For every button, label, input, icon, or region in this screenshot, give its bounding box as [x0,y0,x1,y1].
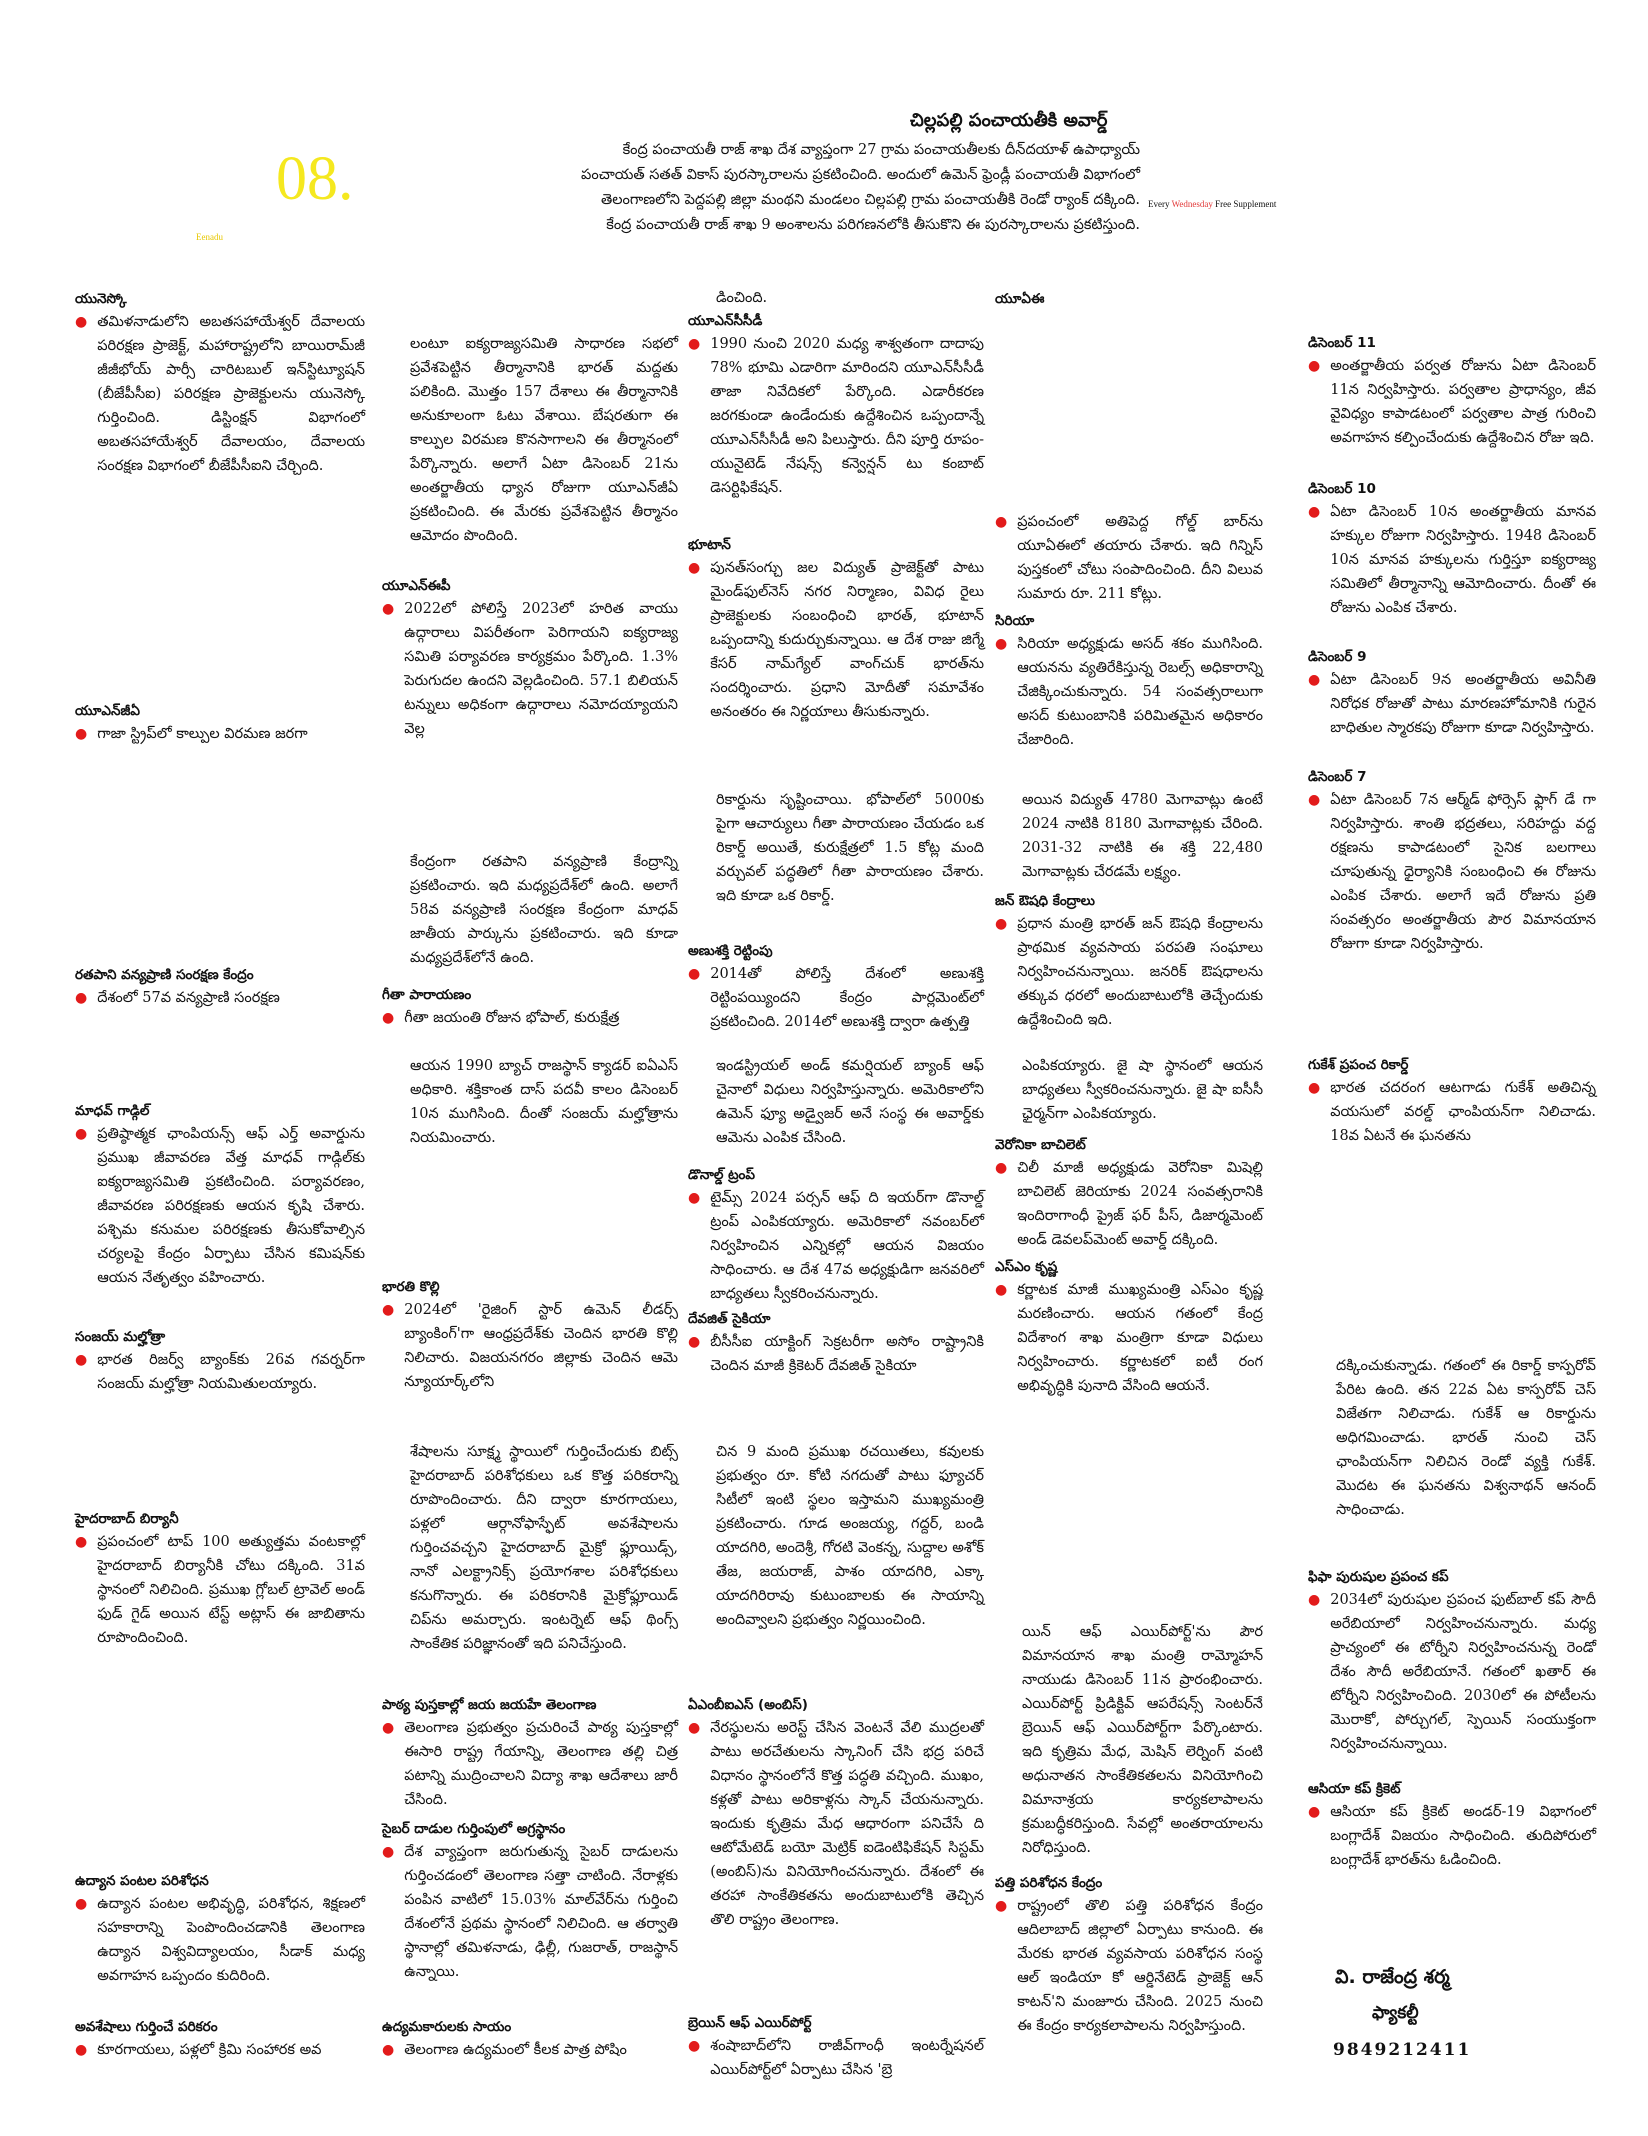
article-block [716,1440,984,1632]
section-heading: వెరోనికా బాచిలెట్ [995,1137,1086,1153]
article-block [688,940,984,1034]
section-heading: ఆసియా కప్ క్రికెట్ [1308,1781,1401,1797]
section-heading: ఎస్ఎం కృష్ణ [995,1259,1058,1275]
continuation-text: లంటూ ఐక్యరాజ్యసమితి సాధారణ సభలో ప్రవేశపెట్టిన తీర్మానానికి భారత్ మద్దతు పలికింది. మొత్తం 157 దేశాలు ఈ తీర్మానానికి అనుకూలంగా ఓటు వేశాయి. బేషరతుగా ఈ కాల్పుల విరమణ కొనసాగాలని ఈ తీర్మానంలో పేర్కొన్నారు. అలాగే ఏటా డిసెంబర్ 21ను అంతర్జాతీయ ధ్యాన రోజుగా యూఎన్‌జీఏ ప్రకటించింది. ఈ మేరకు ప్రవేశపెట్టిన తీర్మానం ఆమోదం పొందింది. [410,336,678,544]
section-heading: యునెస్కో [75,291,127,307]
bullet-icon: ● [75,1896,88,1912]
continuation-text: దక్కించుకున్నాడు. గతంలో ఈ రికార్డ్ కాస్పరోవ్ పేరిట ఉంది. తన 22వ ఏట కాస్పరోవ్ చెస్ విజేతగా నిలిచాడు. గుకేశ్ ఆ రికార్డును అధిగమించాడు. భారత్ నుంచి చెస్ ఛాంపియన్‌గా నిలిచిన రెండో వ్యక్తి గుకేశ్. మొదట ఈ ఘనతను విశ్వనాథన్ ఆనంద్ సాధించాడు. [1336,1358,1596,1518]
section-heading: మాధవ్ గాడ్గిల్ [75,1103,150,1119]
bullet-text: భారత రిజర్వ్ బ్యాంక్‌కు 26వ గవర్నర్‌గా సంజయ్ మల్హోత్రా నియమితులయ్యారు. [97,1352,365,1392]
article-block [1308,1778,1596,1872]
bullet-icon: ● [688,966,701,982]
article-block [995,610,1263,752]
intro-line: పంచాయత్ సతత్ వికాస్ పురస్కారాలను ప్రకటించింది. అందులో ఉమెన్ ఫ్రెండ్లీ పంచాయతీ విభాగంలో [581,167,1140,183]
section-heading: సిరియా [995,613,1035,629]
bullet-item [1308,354,1596,450]
supplement-suffix: Free Supplement [1212,199,1277,209]
article-block [1022,788,1263,884]
page-number: 08. [276,145,354,213]
bullet-item [75,310,365,478]
section-heading: యూఏఈ [995,291,1045,307]
bullet-text: ప్రపంచంలో టాప్ 100 అత్యుత్తమ వంటకాల్లో హైదరాబాద్ బిర్యానీకి చోటు దక్కింది. 31వ స్థానంలో నిలిచింది. ప్రముఖ గ్లోబల్ ట్రావెల్ అండ్ ఫుడ్ గైడ్ అయిన టేస్ట్ అట్లాస్ ఈ జాబితాను రూపొందించింది. [97,1534,365,1646]
bullet-icon: ● [688,560,701,576]
section-heading: ఉద్యాన పంటల పరిశోధన [75,1873,209,1889]
bullet-icon: ● [1308,672,1321,688]
continuation-text: డించింది. [716,290,768,306]
section-heading: జన్ ఔషధి కేంద్రాలు [995,893,1095,909]
section-heading: భూటాన్ [688,537,731,553]
article-block [688,310,984,500]
bullet-item [1308,1076,1596,1148]
article-block [1308,1054,1596,1148]
author-name: వి. రాజేంద్ర శర్మ [1335,1966,1450,1988]
article-block [688,534,984,724]
bullet-text: టైమ్స్ 2024 పర్సన్ ఆఫ్ ది ఇయర్‌గా డొనాల్డ్ ట్రంప్ ఎంపికయ్యారు. అమెరికాలో నవంబర్‌లో నిర్వహించిన ఎన్నికల్లో ఆయన విజయం సాధించారు. ఆ దేశ 47వ అధ్యక్షుడిగా జనవరిలో బాధ్యతలు స్వీకరించనున్నారు. [710,1190,984,1302]
section-heading: యూఎన్ఈపీ [382,578,451,594]
bullet-item [1308,1800,1596,1872]
section-heading: బ్రెయిన్ ఆఫ్ ఎయిర్‌పోర్ట్ [688,2015,812,2031]
bullet-item [75,1530,365,1650]
section-heading: డిసెంబర్ 11 [1308,335,1376,351]
bullet-icon: ● [1308,358,1321,374]
bullet-icon: ● [75,990,88,1006]
bullet-item [382,597,678,741]
bullet-icon: ● [688,336,701,352]
article-block [1336,1354,1596,1522]
bullet-icon: ● [382,2042,395,2058]
article-block [1022,1054,1263,1126]
section-heading: గీతా పారాయణం [382,987,472,1003]
article-block [1308,766,1596,956]
continuation-text: చిన 9 మంది ప్రముఖ రచయితలు, కవులకు ప్రభుత్వం రూ. కోటి నగదుతో పాటు ఫ్యూచర్ సిటీలో ఇంటి స్థలం ఇస్తామని ముఖ్యమంత్రి ప్రకటించారు. గూడ అంజయ్య, గద్దర్, బండి యాదగిరి, అందెశ్రీ, గోరటి వెంకన్న, సుద్దాల అశోక్ తేజ, జయరాజ్, పాశం యాదగిరి, ఎక్కా యాదగిరిరావు కుటుంబాలకు ఈ సాయాన్ని అందివ్వాలని ప్రభుత్వం నిర్ణయించింది. [716,1444,984,1628]
bullet-icon: ● [1308,1080,1321,1096]
section-heading: డిసెంబర్ 7 [1308,769,1367,785]
bullet-item [688,1716,984,1932]
section-heading: డిసెంబర్ 10 [1308,481,1376,497]
article-block [1022,1620,1263,1860]
article-block [716,286,984,310]
bullet-icon: ● [1308,792,1321,808]
bullet-icon: ● [688,1720,701,1736]
article-block [75,1870,365,1988]
article-block [410,1440,678,1656]
bullet-item [382,1840,678,1984]
article-block [410,1054,678,1150]
page-tag: Eenadu [196,232,223,242]
bullet-text: ప్రతిష్ఠాత్మక ఛాంపియన్స్ ఆఫ్ ఎర్త్ అవార్డును ప్రముఖ జీవావరణ వేత్త మాధవ్ గాడ్గిల్‌కు ఐక్యరాజ్యసమితి ప్రకటించింది. పర్యావరణం, జీవావరణ పరిరక్షణకు ఆయన కృషి చేశారు. పశ్చిమ కనుమల పరిరక్షణకు తీసుకోవాల్సిన చర్యలపై కేంద్రం ఏర్పాటు చేసిన కమిషన్‌కు ఆయన నేతృత్వం వహించారు. [97,1126,365,1286]
bullet-text: ఏటా డిసెంబర్ 9న అంతర్జాతీయ అవినీతి నిరోధక రోజుతో పాటు మారణహోమానికి గురైన బాధితుల స్మారకపు రోజుగా కూడా నిర్వహిస్తారు. [1330,672,1596,736]
continuation-text: ఇండస్ట్రియల్ అండ్ కమర్షియల్ బ్యాంక్ ఆఫ్ చైనాలో విధులు నిర్వహిస్తున్నారు. అమెరికాలోని ఉమెన్ ఫ్యూ అడ్వైజర్ అనే సంస్థ ఈ అవార్డ్‌కు ఆమెను ఎంపిక చేసింది. [716,1058,984,1146]
article-block [688,1164,984,1306]
intro-line: కేంద్ర పంచాయతీ రాజ్ శాఖ దేశ వ్యాప్తంగా 27 గ్రామ పంచాయతీలకు దీన్‌దయాళ్ ఉపాధ్యాయ్ [622,142,1140,158]
bullet-text: శంషాబాద్‌లోని రాజీవ్‌గాంధీ ఇంటర్నేషనల్ ఎయిర్‌పోర్ట్‌లో ఏర్పాటు చేసిన 'బ్రె [710,2038,984,2078]
bullet-text: తెలంగాణ ఉద్యమంలో కీలక పాత్ర పోషిం [404,2042,627,2058]
bullet-item [75,2038,365,2062]
bullet-item [688,1330,984,1378]
bullet-text: అంతర్జాతీయ పర్వత రోజును ఏటా డిసెంబర్ 11న నిర్వహిస్తారు. పర్వతాల ప్రాధాన్యం, జీవ వైవిధ్యం కాపాడటంలో పర్వతాల పాత్ర గురించి అవగాహన కల్పించేందుకు ఉద్దేశించిన రోజు ఇది. [1330,358,1596,446]
article-block [410,850,678,970]
bullet-icon: ● [75,1352,88,1368]
bullet-icon: ● [75,1126,88,1142]
author-phone: 9849212411 [1333,2040,1472,2060]
article-block [995,1134,1263,1252]
article-block [410,332,678,548]
bullet-text: దేశ వ్యాప్తంగా జరుగుతున్న సైబర్ దాడులను గుర్తించడంలో తెలంగాణ సత్తా చాటింది. నేరాళ్లకు పంపిన వాటిలో 15.03% మాల్‌వేర్‌ను గుర్తించి దేశంలోనే ప్రథమ స్థానంలో నిలిచింది. ఆ తర్వాతి స్థానాల్లో తమిళనాడు, ఢిల్లీ, గుజరాత్, రాజస్థాన్ ఉన్నాయి. [404,1844,678,1980]
bullet-item [688,1186,984,1306]
bullet-item [995,632,1263,752]
bullet-text: భారత చదరంగ ఆటగాడు గుకేశ్ అతిచిన్న వయసులో వరల్డ్ ఛాంపియన్‌గా నిలిచాడు. 18వ ఏటనే ఈ ఘనతను [1330,1080,1596,1144]
bullet-icon: ● [382,1302,395,1318]
supplement-prefix: Every [1148,199,1172,209]
article-block [1308,646,1596,740]
continuation-text: అయిన విద్యుత్ 4780 మెగావాట్లు ఉంటే 2024 నాటికి 8180 మెగావాట్లకు చేరింది. 2031-32 నాటికి ఈ శక్తి 22,480 మెగావాట్లకు చేరడమే లక్ష్యం. [1022,792,1263,880]
article-block [75,964,365,1010]
bullet-icon: ● [995,1160,1008,1176]
bullet-item [75,986,365,1010]
bullet-text: ప్రధాన మంత్రి భారత్ జన్ ఔషధి కేంద్రాలను ప్రాథమిక వ్యవసాయ పరపతి సంఘాలు నిర్వహించనున్నాయి. జనరిక్ ఔషధాలను తక్కువ ధరలో అందుబాటులోకి తెచ్చేందుకు ఉద్దేశించింది ఇది. [1017,916,1263,1028]
article-block [1308,478,1596,620]
bullet-icon: ● [995,636,1008,652]
article-block [1308,332,1596,450]
bullet-icon: ● [382,1844,395,1860]
bullet-item [688,556,984,724]
article-block [382,2016,678,2062]
article-block [382,984,678,1030]
bullet-item [688,2034,984,2082]
section-heading: ఫిఫా పురుషుల ప్రపంచ కప్ [1308,1569,1449,1585]
bullet-text: చిలీ మాజీ అధ్యక్షుడు వెరోనికా మిషెల్లి బాచిలెట్ జెరియాకు 2024 సంవత్సరానికి ఇందిరాగాంధీ ప్రైజ్ ఫర్ పీస్, డిజార్మమెంట్ అండ్ డెవలప్‌మెంట్ అవార్డ్ దక్కింది. [1017,1160,1263,1248]
article-block [688,1308,984,1378]
bullet-text: దేశంలో 57వ వన్యప్రాణి సంరక్షణ [97,990,280,1006]
section-heading: దేవజిత్ సైకియా [688,1311,771,1327]
continuation-text: ఎంపికయ్యారు. జై షా స్థానంలో ఆయన బాధ్యతలు స్వీకరించనున్నారు. జై షా ఐసీసీ ఛైర్మన్‌గా ఎంపికయ్యారు. [1022,1058,1263,1122]
article-block [995,510,1263,606]
bullet-icon: ● [995,514,1008,530]
article-block [75,1100,365,1290]
continuation-text: రికార్డును సృష్టించాయి. భోపాల్‌లో 5000కు పైగా ఆచార్యులు గీతా పారాయణం చేయడం ఒక రికార్డ్ అయితే, కురుక్షేత్రలో 1.5 కోట్ల మంది వర్చువల్ పద్ధతిలో గీతా పారాయణం చేశారు. ఇది కూడా ఒక రికార్డ్. [716,792,984,904]
bullet-icon: ● [995,916,1008,932]
section-heading: ఏఎంబీఐఎస్ (అంబిస్) [688,1697,808,1713]
bullet-text: 2014తో పోలిస్తే దేశంలో అణుశక్తి రెట్టింపయ్యిందని కేంద్రం పార్లమెంట్‌లో ప్రకటించింది. 2014లో అణుశక్తి ద్వారా ఉత్పత్తి [710,966,984,1030]
bullet-text: కూరగాయలు, పళ్లలో క్రిమి సంహారక అవ [97,2042,322,2058]
intro-line: కేంద్ర పంచాయతీ రాజ్ శాఖ 9 అంశాలను పరిగణనలోకి తీసుకొని ఈ పురస్కారాలను ప్రకటిస్తుంది. [606,217,1140,233]
bullet-icon: ● [688,2038,701,2054]
section-heading: డొనాల్డ్ ట్రంప్ [688,1167,756,1183]
bullet-text: 2024లో 'రైజింగ్ స్టార్ ఉమెన్ లీడర్స్ బ్యాంకింగ్'గా ఆంధ్రప్రదేశ్‌కు చెందిన భారతి కొల్లి నిలిచారు. విజయనగరం జిల్లాకు చెందిన ఆమె న్యూయార్క్‌లోని [404,1302,678,1390]
article-block [995,890,1263,1032]
article-block [688,2012,984,2082]
bullet-text: సిరియా అధ్యక్షుడు అసద్ శకం ముగిసింది. ఆయనను వ్యతిరేకిస్తున్న రెబల్స్ అధికారాన్ని చేజిక్కించుకున్నారు. 54 సంవత్సరాలుగా అసద్ కుటుంబానికి పరిమితమైన అధికారం చేజారింది. [1017,636,1263,748]
bullet-icon: ● [382,1010,395,1026]
article-block [995,1872,1263,2038]
bullet-item [995,912,1263,1032]
intro-paragraph [470,138,1140,238]
continuation-text: యిన్ ఆఫ్ ఎయిర్‌పోర్ట్'ను పౌర విమానయాన శాఖ మంత్రి రామ్మోహన్ నాయుడు డిసెంబర్ 11న ప్రారంభించారు. ఎయిర్‌పోర్ట్ ప్రిడిక్టివ్ ఆపరేషన్స్ సెంటర్‌నే బ్రెయిన్ ఆఫ్ ఎయిర్‌పోర్ట్‌గా పేర్కొంటారు. ఇది కృత్రిమ మేధ, మెషిన్ లెర్నింగ్ వంటి అధునాతన సాంకేతికతలను వినియోగించి విమానాశ్రయ కార్యకలాపాలను క్రమబద్ధీకరిస్తుంది. సేవల్లో అంతరాయాలను నిరోధిస్తుంది. [1022,1624,1263,1856]
bullet-text: నేరస్థులను అరెస్ట్ చేసిన వెంటనే వేలి ముద్రలతో పాటు అరచేతులను స్కానింగ్ చేసి భద్ర పరిచే విధానం స్థానంలోనే కొత్త పద్ధతి వచ్చింది. ముఖం, కళ్లతో పాటు అరికాళ్లను స్కాన్ చేయనున్నారు. ఇందుకు కృత్రిమ మేధ ఆధారంగా పనిచేసే ది ఆటోమేటెడ్ బయో మెట్రిక్ ఐడెంటిఫికేషన్ సిస్టమ్ (అంబిస్)ను వినియోగించనున్నారు. దేశంలో ఈ తరహా సాంకేతికతను అందుబాటులోకి తెచ్చిన తొలి రాష్ట్రం తెలంగాణ. [710,1720,984,1928]
continuation-text: శేషాలను సూక్ష్మ స్థాయిలో గుర్తించేందుకు బిట్స్ హైదరాబాద్ పరిశోధకులు ఒక కొత్త పరికరాన్ని రూపొందించారు. దీని ద్వారా కూరగాయలు, పళ్లలో ఆర్గానోఫాస్ఫేట్ అవశేషాలను గుర్తించవచ్చని హైదరాబాద్ మైక్రో ఫ్లూయిడ్స్, నానో ఎలక్ట్రానిక్స్ ప్రయోగశాల పరిశోధకులు కనుగొన్నారు. ఈ పరికరానికి మైక్రోఫ్లూయిడ్ చిప్‌ను అమర్చారు. ఇంటర్నెట్ ఆఫ్ థింగ్స్ సాంకేతిక పరిజ్ఞానంతో ఇది పనిచేస్తుంది. [410,1444,678,1652]
bullet-item [1308,1588,1596,1756]
bullet-item [75,1348,365,1396]
bullet-item [75,1122,365,1290]
article-block [995,1256,1263,1398]
section-heading: భారతి కొల్లి [382,1279,440,1295]
section-heading: హైదరాబాద్ బిర్యానీ [75,1511,179,1527]
bullet-text: రాష్ట్రంలో తొలి పత్తి పరిశోధన కేంద్రం ఆదిలాబాద్ జిల్లాలో ఏర్పాటు కానుంది. ఈ మేరకు భారత వ్యవసాయ పరిశోధన సంస్థ ఆల్ ఇండియా కో ఆర్డినేటెడ్ ప్రాజెక్ట్ ఆన్ కాటన్'ని మంజూరు చేసింది. 2025 నుంచి ఈ కేంద్రం కార్యకలాపాలను నిర్వహిస్తుంది. [1017,1898,1263,2034]
bullet-text: 2034లో పురుషుల ప్రపంచ ఫుట్‌బాల్ కప్ సౌదీ అరేబియాలో నిర్వహించనున్నారు. మధ్య ప్రాచ్యంలో ఈ టోర్నీని నిర్వహించనున్న రెండో దేశం సౌదీ అరేబియానే. గతంలో ఖతార్ ఈ టోర్నీని నిర్వహించింది. 2030లో ఈ పోటీలను మొరాకో, పోర్చుగల్, స్పెయిన్ సంయుక్తంగా నిర్వహించనున్నాయి. [1330,1592,1596,1752]
bullet-item [1308,668,1596,740]
bullet-item [75,1892,365,1988]
bullet-text: కర్ణాటక మాజీ ముఖ్యమంత్రి ఎస్ఎం కృష్ణ మరణించారు. ఆయన గతంలో కేంద్ర విదేశాంగ శాఖ మంత్రిగా కూడా విధులు నిర్వహించారు. కర్ణాటకలో ఐటీ రంగ అభివృద్ధికి పునాది వేసింది ఆయనే. [1017,1282,1263,1394]
bullet-item [382,2038,678,2062]
bullet-item [995,510,1263,606]
article-block [1308,1566,1596,1756]
article-block [75,288,365,478]
bullet-text: బీసీసీఐ యాక్టింగ్ సెక్రటరీగా అసోం రాష్ట్రానికి చెందిన మాజీ క్రికెటర్ దేవజిత్ సైకియా [710,1334,984,1374]
article-block [75,700,365,746]
bullet-item [688,962,984,1034]
bullet-item [382,1716,678,1812]
section-heading: యూఎన్‌సీసీడీ [688,313,763,329]
article-block [382,1694,678,1812]
section-heading: డిసెంబర్ 9 [1308,649,1367,665]
bullet-icon: ● [75,1534,88,1550]
intro-line: తెలంగాణలోని పెద్దపల్లి జిల్లా మంథని మండలం చిల్లపల్లి గ్రామ పంచాయతీకి రెండో ర్యాంక్ దక్కింది. [601,192,1140,208]
headline: చిల్లపల్లి పంచాయతీకి అవార్డ్ [910,110,1108,131]
bullet-item [688,332,984,500]
section-heading: పాఠ్య పుస్తకాల్లో జయ జయహే తెలంగాణ [382,1697,597,1713]
bullet-text: గాజా స్ట్రిప్‌లో కాల్పుల విరమణ జరగా [97,726,308,742]
bullet-text: ఉద్యాన పంటల అభివృద్ధి, పరిశోధన, శిక్షణలో సహకారాన్ని పెంపొందించడానికి తెలంగాణ ఉద్యాన విశ్వవిద్యాలయం, సీడాక్ మధ్య అవగాహన ఒప్పందం కుదిరింది. [97,1896,365,1984]
continuation-text: కేంద్రంగా రతపాని వన్యప్రాణి కేంద్రాన్ని ప్రకటించారు. ఇది మధ్యప్రదేశ్‌లో ఉంది. అలాగే 58వ వన్యప్రాణి సంరక్షణ కేంద్రంగా మాధవ్ జాతీయ పార్కును ప్రకటించారు. ఇది కూడా మధ్యప్రదేశ్‌లోనే ఉంది. [410,854,678,966]
article-block [75,2016,365,2062]
bullet-text: 1990 నుంచి 2020 మధ్య శాశ్వతంగా దాదాపు 78% భూమి ఎడారిగా మారిందని యూఎన్‌సీసీడీ తాజా నివేదికలో పేర్కొంది. ఎడారీకరణ జరగకుండా ఉండేందుకు ఉద్దేశించిన ఒప్పందాన్నే యూఎన్‌సీసీడీ అని పిలుస్తారు. దీని పూర్తి రూపం- యునైటెడ్ నేషన్స్ కన్వెన్షన్ టు కంబాట్ డెసర్టిఫికేషన్. [710,336,984,496]
bullet-text: ఆసియా కప్ క్రికెట్ అండర్-19 విభాగంలో బంగ్లాదేశ్ విజయం సాధించింది. తుదిపోరులో బంగ్లాదేశ్ భారత్‌ను ఓడించింది. [1330,1804,1596,1868]
bullet-item [382,1298,678,1394]
author-role: ఫ్యాకల్టీ [1372,2003,1419,2023]
supplement-day: Wednesday [1171,199,1213,209]
article-block [716,788,984,908]
bullet-icon: ● [688,1190,701,1206]
bullet-icon: ● [75,2042,88,2058]
supplement-note [1148,199,1276,209]
section-heading: అవశేషాలు గుర్తించే పరికరం [75,2019,218,2035]
section-heading: ఉద్యమకారులకు సాయం [382,2019,512,2035]
bullet-icon: ● [995,1898,1008,1914]
bullet-text: ఏటా డిసెంబర్ 10న అంతర్జాతీయ మానవ హక్కుల రోజుగా నిర్వహిస్తారు. 1948 డిసెంబర్ 10న మానవ హక్కులను గుర్తిస్తూ ఐక్యరాజ్య సమితిలో తీర్మానాన్ని ఆమోదించారు. దీంతో ఈ రోజును ఎంపిక చేశారు. [1330,504,1596,616]
bullet-icon: ● [1308,1592,1321,1608]
section-heading: రతపాని వన్యప్రాణి సంరక్షణ కేంద్రం [75,967,254,983]
bullet-icon: ● [688,1334,701,1350]
bullet-text: తెలంగాణ ప్రభుత్వం ప్రచురించే పాఠ్య పుస్తకాల్లో ఈసారి రాష్ట్ర గేయాన్ని, తెలంగాణ తల్లి చిత్ర పటాన్ని ముద్రించాలని విద్యా శాఖ ఆదేశాలు జారీ చేసింది. [404,1720,678,1808]
section-heading: సైబర్ దాడుల గుర్తింపులో అగ్రస్థానం [382,1821,566,1837]
bullet-text: ఏటా డిసెంబర్ 7న ఆర్మ్‌డ్ ఫోర్సెస్ ఫ్లాగ్ డే గా నిర్వహిస్తారు. శాంతి భద్రతలు, సరిహద్దు వద్ద రక్షణను కాపాడటంలో సైనిక బలగాలు చూపుతున్న ధైర్యానికి సంబంధించి ఈ రోజును ఎంపిక చేశారు. అలాగే ఇదే రోజును ప్రతి సంవత్సరం అంతర్జాతీయ పౌర విమానయాన రోజుగా కూడా నిర్వహిస్తారు. [1330,792,1596,952]
bullet-icon: ● [75,314,88,330]
section-heading: గుకేశ్ ప్రపంచ రికార్డ్ [1308,1057,1409,1073]
bullet-text: పునత్‌సంగ్చు జల విద్యుత్ ప్రాజెక్ట్‌తో పాటు మైండ్‌ఫుల్‌నెస్ నగర నిర్మాణం, వివిధ రైలు ప్రాజెక్టులకు సంబంధించి భారత్, భూటాన్ ఒప్పందాన్ని కుదుర్చుకున్నాయి. ఆ దేశ రాజు జిగ్మే కేసర్ నామ్‌గ్యేల్ వాంగ్‌చుక్ భారత్‌ను సందర్శించారు. ప్రధాని మోదీతో సమావేశం అనంతరం ఈ నిర్ణయాలు తీసుకున్నారు. [710,560,984,720]
article-block [688,1694,984,1932]
section-heading: యూఎన్‌జీఏ [75,703,140,719]
bullet-item [995,1894,1263,2038]
bullet-item [995,1278,1263,1398]
bullet-icon: ● [1308,1804,1321,1820]
section-heading: సంజయ్ మల్హోత్రా [75,1329,166,1345]
section-heading: పత్తి పరిశోధన కేంద్రం [995,1875,1103,1891]
bullet-item [1308,500,1596,620]
bullet-item [1308,788,1596,956]
article-block [382,1276,678,1394]
article-block [995,288,1263,310]
article-block [716,1054,984,1150]
article-block [382,1818,678,1984]
article-block [75,1508,365,1650]
bullet-text: తమిళనాడులోని అబతసహాయేశ్వర్ దేవాలయ పరిరక్షణ ప్రాజెక్ట్, మహారాష్ట్రలోని బాయిరామ్‌జీ జీజీభోయ్ పార్సీ చారిటబుల్ ఇన్‌స్టిట్యూషన్ (బీజేపీసీఐ) పరిరక్షణ ప్రాజెక్టులను యునెస్కో గుర్తించింది. డిస్టింక్షన్ విభాగంలో అబతసహాయేశ్వర్ దేవాలయం, దేవాలయ సంరక్షణ విభాగంలో బీజేపీసీఐని చేర్చింది. [97,314,365,474]
continuation-text: ఆయన 1990 బ్యాచ్ రాజస్థాన్ క్యాడర్ ఐఏఎస్ అధికారి. శక్తికాంత దాస్ పదవీ కాలం డిసెంబర్ 10న ముగిసింది. దీంతో సంజయ్ మల్హోత్రాను నియమించారు. [410,1058,678,1146]
bullet-item [382,1006,678,1030]
bullet-icon: ● [75,726,88,742]
bullet-item [75,722,365,746]
bullet-icon: ● [1308,504,1321,520]
article-block [75,1326,365,1396]
section-heading: అణుశక్తి రెట్టింపు [688,943,773,959]
bullet-text: గీతా జయంతి రోజున భోపాల్, కురుక్షేత్ర [404,1010,620,1026]
bullet-icon: ● [382,601,395,617]
bullet-item [995,1156,1263,1252]
article-block [382,575,678,741]
bullet-icon: ● [995,1282,1008,1298]
bullet-text: 2022లో పోలిస్తే 2023లో హరిత వాయు ఉద్గారాలు విపరీతంగా పెరిగాయని ఐక్యరాజ్య సమితి పర్యావరణ కార్యక్రమం పేర్కొంది. 1.3% పెరుగుదల ఉందని వెల్లడించింది. 57.1 బిలియన్ టన్నులు అధికంగా ఉద్గారాలు నమోదయ్యాయని వెల్ల [404,601,678,737]
bullet-icon: ● [382,1720,395,1736]
bullet-text: ప్రపంచంలో అతిపెద్ద గోల్డ్ బార్‌ను యూఏఈలో తయారు చేశారు. ఇది గిన్నిస్ పుస్తకంలో చోటు సంపాదించింది. దీని విలువ సుమారు రూ. 211 కోట్లు. [1017,514,1263,602]
